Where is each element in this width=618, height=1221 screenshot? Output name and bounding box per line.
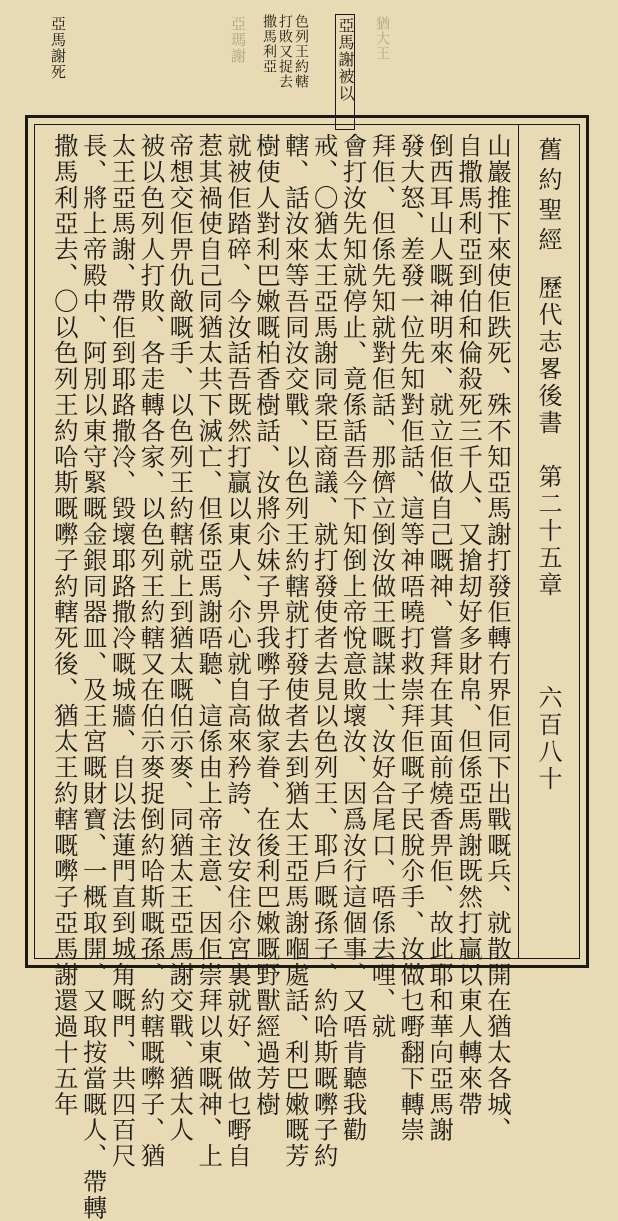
margin-note-faint-secondary: 猶大王 — [374, 16, 390, 61]
margin-note-sub — [258, 14, 308, 114]
text-column: 拜佢、但係先知就對佢話、那儕立倒汝做王嘅謀士、汝好合尾口、唔係去哩、就 — [367, 133, 397, 1040]
text-column: 戒、〇猶太王亞馬謝同衆臣商議、就打發使者去見以色列王、耶戶嘅孫子、約哈斯嘅𡃇子約 — [309, 133, 339, 1169]
text-column: 長、將上帝殿中、阿別以東守緊嘅金銀同器皿、及王宮嘅財寶、一概取開、又取按當嘅人、帶轉 — [78, 133, 108, 1221]
page-number: 六百八十 — [534, 685, 562, 793]
margin-note-main: 亞馬謝被以 — [335, 14, 355, 130]
text-column: 惹其禍使自己同猶太共下滅亡、但係亞馬謝唔聽、這係由上帝主意、因佢崇拜以東嘅神、上 — [194, 133, 224, 1169]
margin-note-left: 亞馬謝死 — [49, 16, 67, 80]
page-frame — [25, 115, 589, 1221]
text-column: 就被佢踏碎、今汝話吾既然打贏以東人、尒心就自高來矜誇、汝安住尒宮裏就好、做乜嘢自 — [223, 133, 253, 1169]
margin-note-sub-line: 打敗又捉去 — [277, 14, 293, 89]
text-column: 樹使人對利巴嫩嘅柏香樹話、汝將尒妹子畀我𡃇子做家眷、在後利巴嫩嘅野獸經過芳樹 — [252, 133, 281, 1118]
margin-note-sub-line: 撒馬利亞 — [261, 14, 277, 74]
book-title: 舊約聖經 — [534, 137, 562, 257]
text-column: 會打汝先知就停止、竟係話吾今下知倒上帝悅意敗壞汝、因爲汝行這個事、又唔肯聽我勸 — [338, 133, 368, 1144]
text-column: 撒馬利亞去、〇以色列王約哈斯嘅𡃇子約轄死後、猶太王約轄嘅𡃇子亞馬謝還過十五年 — [49, 133, 79, 1118]
text-column: 自撒馬利亞到伯和倫殺死三千人、又搶刧好多財帛、但係亞馬謝既然打贏以東人轉來帶 — [454, 133, 484, 1118]
text-column: 帝想交佢畀仇敵嘅手、以色列王約轄就上到猶太嘅伯示麥、同猶太王亞馬謝交戰、猶太人 — [165, 133, 195, 1144]
margin-note-faint: 亞瑪謝 — [229, 16, 247, 64]
body-text — [47, 133, 512, 1221]
text-column: 轄、話汝來等吾同汝交戰、以色列王約轄就打發使者去到猶太王亞馬謝嗰處話、利巴嫩嘅芳 — [280, 133, 310, 1169]
chapter-heading: 歷代志畧後書 第二十五章 — [534, 275, 562, 599]
page-frame-inner — [34, 124, 580, 1221]
margin-note-sub-line: 色列王約轄 — [293, 14, 309, 89]
text-column: 太王亞馬謝、帶佢到耶路撒冷、毀壞耶路撒冷嘅城牆、自以法蓮門直到城角嘅門、共四百尺 — [107, 133, 137, 1169]
text-column: 被以色列人打敗、各走轉各家、以色列王約轄又在伯示麥捉倒約哈斯嘅孫、約轄嘅𡃇子、猶 — [136, 133, 166, 1169]
text-column: 山巖推下來使佢跌死、殊不知亞馬謝打發佢轉冇界佢同下出戰嘅兵、就散開在猶太各城、 — [483, 133, 512, 1144]
text-column: 發大怒、差發一位先知對佢話、這等神唔曉打救崇拜佢嘅子民脫尒手、汝做乜嘢翻下轉崇 — [396, 133, 426, 1144]
running-header — [518, 125, 573, 958]
text-column: 倒西耳山人嘅神明來、就立佢做自己嘅神、嘗拜在其面前燒香畀佢、故此耶和華向亞馬謝 — [425, 133, 455, 1144]
